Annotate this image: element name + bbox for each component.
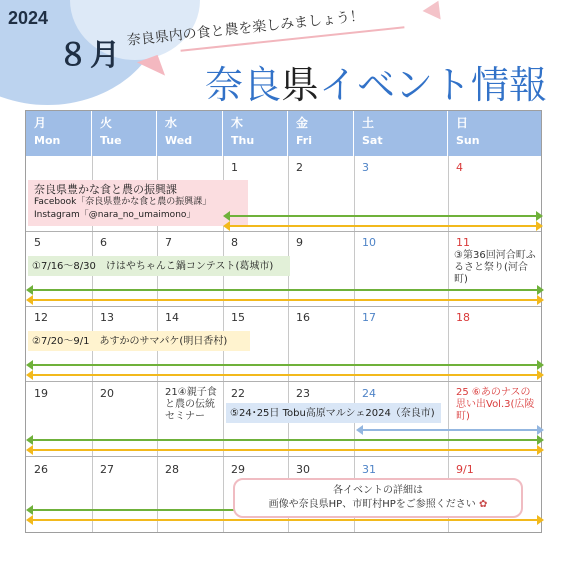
promo-title: 奈良県豊かな食と農の振興課 <box>34 183 177 196</box>
event-2[interactable]: ②7/20～9/1 あすかのサマパケ(明日香村) <box>28 331 250 351</box>
date-cell[interactable]: 27 <box>100 463 114 476</box>
date-cell[interactable]: 1 <box>231 161 238 174</box>
date-cell-saturday[interactable]: 24 <box>362 387 376 400</box>
weekday-header-row <box>26 111 541 156</box>
date-cell-sunday[interactable]: 11 <box>456 236 470 249</box>
info-note-box <box>233 478 523 518</box>
week-divider <box>26 381 541 382</box>
date-cell[interactable]: 23 <box>296 387 310 400</box>
date-cell[interactable]: 29 <box>231 463 245 476</box>
date-cell[interactable]: 14 <box>165 311 179 324</box>
date-cell[interactable]: 30 <box>296 463 310 476</box>
promo-facebook[interactable]: Facebook「奈良県豊かな食と農の振興課」 <box>34 197 212 207</box>
week-divider <box>26 306 541 307</box>
date-cell-saturday[interactable]: 17 <box>362 311 376 324</box>
flower-icon: ✿ <box>478 499 488 510</box>
date-cell[interactable]: 19 <box>34 387 48 400</box>
info-line-2: 画像や奈良県HP、市町村HPをご参照ください ✿ <box>268 499 488 510</box>
promo-box <box>28 180 248 226</box>
month-label: ８月 <box>58 38 122 73</box>
weekday-tue: 火 Tue <box>92 111 157 156</box>
date-cell[interactable]: 16 <box>296 311 310 324</box>
subtitle: 奈良県内の食と農を楽しみましょう！ <box>126 8 365 50</box>
grid-line <box>288 156 289 532</box>
date-cell-sunday[interactable]: 9/1 <box>456 463 474 476</box>
date-cell-sunday[interactable]: 4 <box>456 161 463 174</box>
weekday-thu: 木 Thu <box>223 111 288 156</box>
calendar-grid <box>25 110 542 533</box>
event-span-arrow <box>32 374 538 376</box>
title-prefix: 奈良 <box>205 63 282 107</box>
event-5[interactable]: ⑤24･25日 Tobu高原マルシェ2024（奈良市) <box>226 403 441 423</box>
event-4[interactable]: 21④親子食と農の伝統セミナー <box>165 387 217 422</box>
event-6[interactable]: 25 ⑥あのナスの思い出Vol.3(広陵町) <box>456 387 535 422</box>
event-span-arrow <box>32 364 538 366</box>
event-span-arrow <box>229 215 537 217</box>
date-cell[interactable]: 5 <box>34 236 41 249</box>
week-divider <box>26 456 541 457</box>
event-span-arrow <box>362 429 538 431</box>
date-cell-saturday[interactable]: 3 <box>362 161 369 174</box>
date-cell-saturday[interactable]: 10 <box>362 236 376 249</box>
event-3[interactable]: ③第36回河合町ふるさと祭り(河合町) <box>454 250 536 285</box>
date-cell[interactable]: 13 <box>100 311 114 324</box>
weekday-wed: 水 Wed <box>157 111 223 156</box>
date-cell[interactable]: 8 <box>231 236 238 249</box>
event-span-arrow <box>32 439 538 441</box>
event-span-arrow <box>229 225 537 227</box>
weekday-fri: 金 Fri <box>288 111 354 156</box>
grid-line <box>448 156 449 532</box>
event-span-arrow <box>32 289 538 291</box>
title-ken: 県 <box>281 63 320 107</box>
date-cell[interactable]: 2 <box>296 161 303 174</box>
event-span-arrow <box>32 449 538 451</box>
grid-line <box>354 156 355 532</box>
date-cell[interactable]: 22 <box>231 387 245 400</box>
title-suffix: イベント情報 <box>319 63 548 107</box>
weekday-sun: 日 Sun <box>456 116 480 147</box>
date-cell[interactable]: 15 <box>231 311 245 324</box>
date-cell-sunday[interactable]: 18 <box>456 311 470 324</box>
page-title <box>205 54 547 109</box>
date-cell[interactable]: 20 <box>100 387 114 400</box>
date-cell[interactable]: 7 <box>165 236 172 249</box>
weekday-mon: 月 Mon <box>26 111 92 156</box>
weekday-sat: 土 Sat <box>354 111 448 156</box>
date-cell[interactable]: 28 <box>165 463 179 476</box>
event-1[interactable]: ①7/16～8/30 けはやちゃんこ鍋コンテスト(葛城市) <box>28 256 290 276</box>
pink-triangle-decoration-top <box>423 0 448 19</box>
date-cell[interactable]: 6 <box>100 236 107 249</box>
date-cell[interactable]: 12 <box>34 311 48 324</box>
week-divider <box>26 231 541 232</box>
date-cell[interactable]: 26 <box>34 463 48 476</box>
date-cell-saturday[interactable]: 31 <box>362 463 376 476</box>
event-span-arrow <box>32 519 538 521</box>
year-label: 2024 <box>8 8 49 28</box>
date-cell[interactable]: 9 <box>296 236 303 249</box>
event-span-arrow <box>32 299 538 301</box>
promo-instagram[interactable]: Instagram「@nara_no_umaimono」 <box>34 210 196 220</box>
info-line-1: 各イベントの詳細は <box>333 485 423 496</box>
